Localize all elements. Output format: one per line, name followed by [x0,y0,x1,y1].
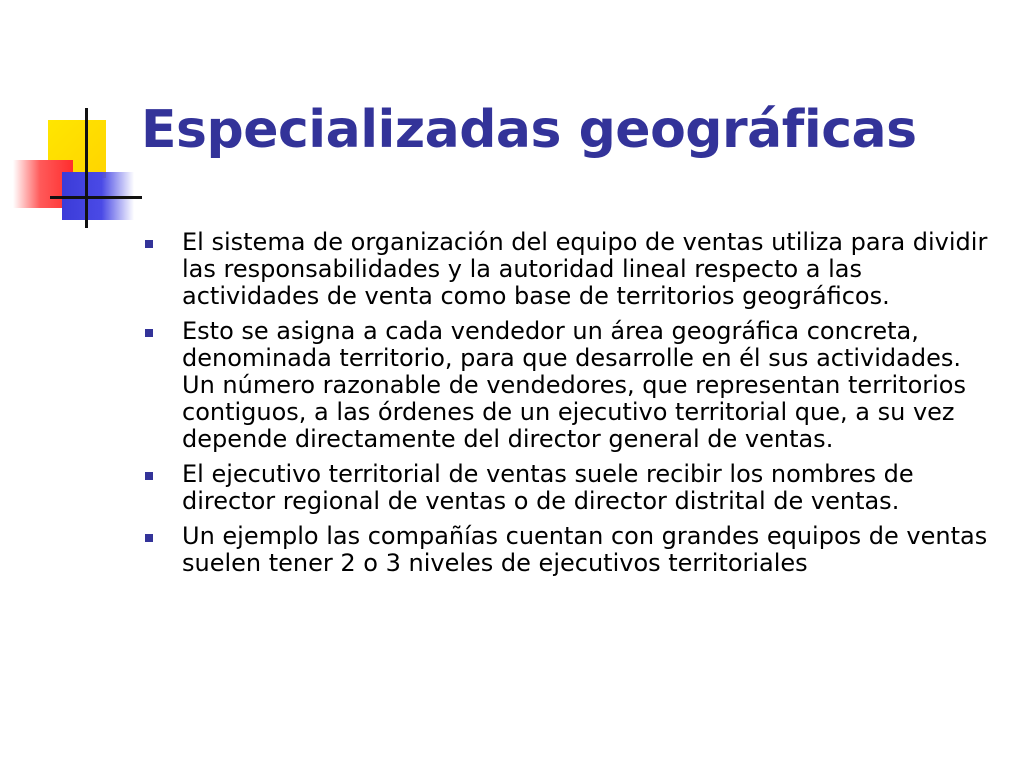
bullet-list [140,229,1000,585]
square-bullet-icon [145,329,153,337]
bullet-item [140,229,1000,310]
square-bullet-icon [145,472,153,480]
bullet-text: Un ejemplo las compañías cuentan con grandes equipos de ventas suelen tener 2 o 3 niveles de ejecutivos territoriales [182,522,988,577]
square-bullet-icon [145,534,153,542]
bullet-item [140,318,1000,453]
bullet-text: El ejecutivo territorial de ventas suele recibir los nombres de director regional de ventas o de director distrital de ventas. [182,460,914,515]
horizontal-line [50,196,142,199]
square-bullet-icon [145,240,153,248]
slide-title: Especializadas geográficas [141,100,917,160]
bullet-item [140,461,1000,515]
decorative-logo [0,0,160,240]
bullet-text: Esto se asigna a cada vendedor un área geográfica concreta, denominada territorio, para que desarrolle en él sus actividades. Un número razonable de vendedores, que representan territorios contiguos, a las órdenes de un ejecutivo territorial que, a su vez depende directamente del director general de ventas. [182,317,966,453]
bullet-text: El sistema de organización del equipo de ventas utiliza para dividir las responsabilidades y la autoridad lineal respecto a las actividades de venta como base de territorios geográficos. [182,228,988,310]
vertical-line [85,108,88,228]
bullet-item [140,523,1000,577]
